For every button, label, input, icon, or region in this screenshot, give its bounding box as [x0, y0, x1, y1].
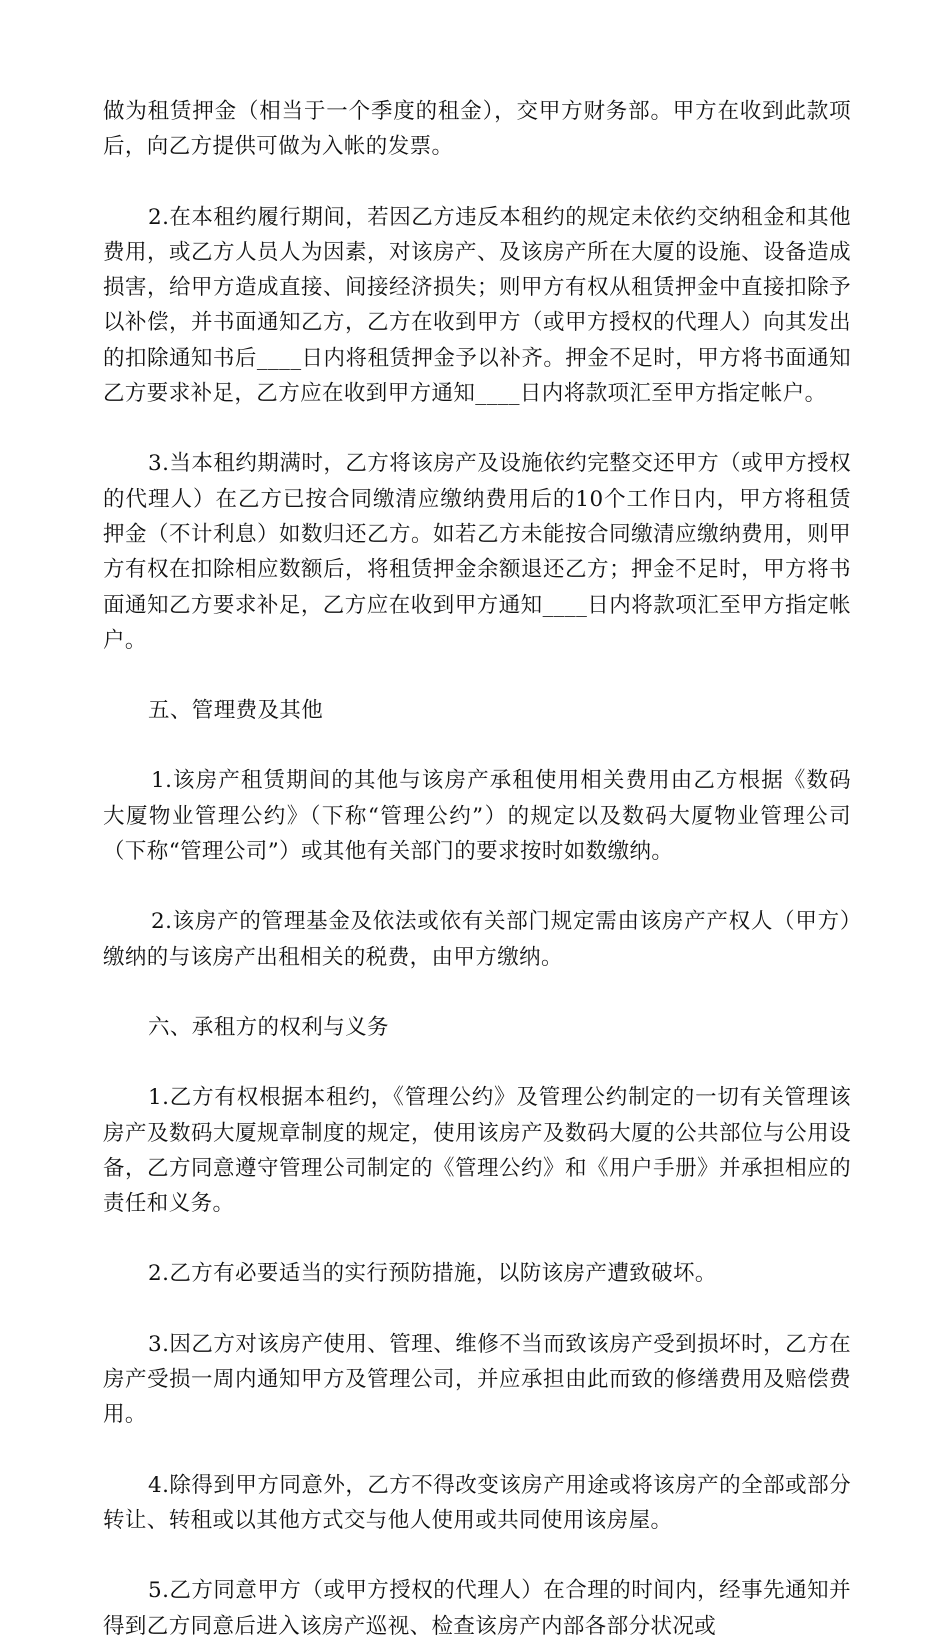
paragraph-deposit-continued: 做为租赁押金（相当于一个季度的租金），交甲方财务部。甲方在收到此款项后，向乙方提供可做为入帐的发票。	[103, 99, 851, 160]
paragraph-landlord-inspection: 5.乙方同意甲方（或甲方授权的代理人）在合理的时间内，经事先通知并得到乙方同意后进入该房产巡视、检查该房产内部各部分状况或	[103, 1578, 851, 1639]
paragraph-tenant-right-use: 1.乙方有权根据本租约，《管理公约》及管理公约制定的一切有关管理该房产及数码大厦规章制度的规定，使用该房产及数码大厦的公共部位与公用设备，乙方同意遵守管理公司制定的《管理公约》和《用户手册》并承担相应的责任和义务。	[103, 1085, 851, 1217]
paragraph-tenant-damage: 3.因乙方对该房产使用、管理、维修不当而致该房产受到损坏时，乙方在房产受损一周内通知甲方及管理公司，并应承担由此而致的修缮费用及赔偿费用。	[103, 1331, 851, 1428]
paragraph-other-fees: 1.该房产租赁期间的其他与该房产承租使用相关费用由乙方根据《数码大厦物业管理公约》（下称“管理公约”）的规定以及数码大厦物业管理公司（下称“管理公司”）或其他有关部门的要求按时如数缴纳。	[103, 768, 851, 865]
section-heading-tenant-rights: 六、承租方的权利与义务	[148, 1014, 389, 1040]
paragraph-tenant-sublease: 4.除得到甲方同意外，乙方不得改变该房产用途或将该房产的全部或部分转让、转租或以其他方式交与他人使用或共同使用该房屋。	[103, 1472, 851, 1533]
paragraph-management-fund: 2.该房产的管理基金及依法或依有关部门规定需由该房产产权人（甲方）缴纳的与该房产出租相关的税费，由甲方缴纳。	[103, 909, 851, 970]
paragraph-deposit-deduction: 2.在本租约履行期间，若因乙方违反本租约的规定未依约交纳租金和其他费用，或乙方人员人为因素，对该房产、及该房产所在大厦的设施、设备造成损害，给甲方造成直接、间接经济损失；则甲方有权从租赁押金中直接扣除予以补偿，并书面通知乙方，乙方在收到甲方（或甲方授权的代理人）向其发出的扣除通知书后____日内将租赁押金予以补齐。押金不足时，甲方将书面通知乙方要求补足，乙方应在收到甲方通知____日内将款项汇至甲方指定帐户。	[103, 204, 851, 407]
paragraph-tenant-prevention: 2.乙方有必要适当的实行预防措施，以防该房产遭致破坏。	[148, 1261, 717, 1287]
paragraph-deposit-return: 3.当本租约期满时，乙方将该房产及设施依约完整交还甲方（或甲方授权的代理人）在乙方已按合同缴清应缴纳费用后的10个工作日内，甲方将租赁押金（不计利息）如数归还乙方。如若乙方未能按合同缴清应缴纳费用，则甲方有权在扣除相应数额后，将租赁押金余额退还乙方；押金不足时，甲方将书面通知乙方要求补足，乙方应在收到甲方通知____日内将款项汇至甲方指定帐户。	[103, 451, 851, 653]
section-heading-management-fees: 五、管理费及其他	[148, 698, 324, 724]
document-body	[103, 94, 851, 1644]
